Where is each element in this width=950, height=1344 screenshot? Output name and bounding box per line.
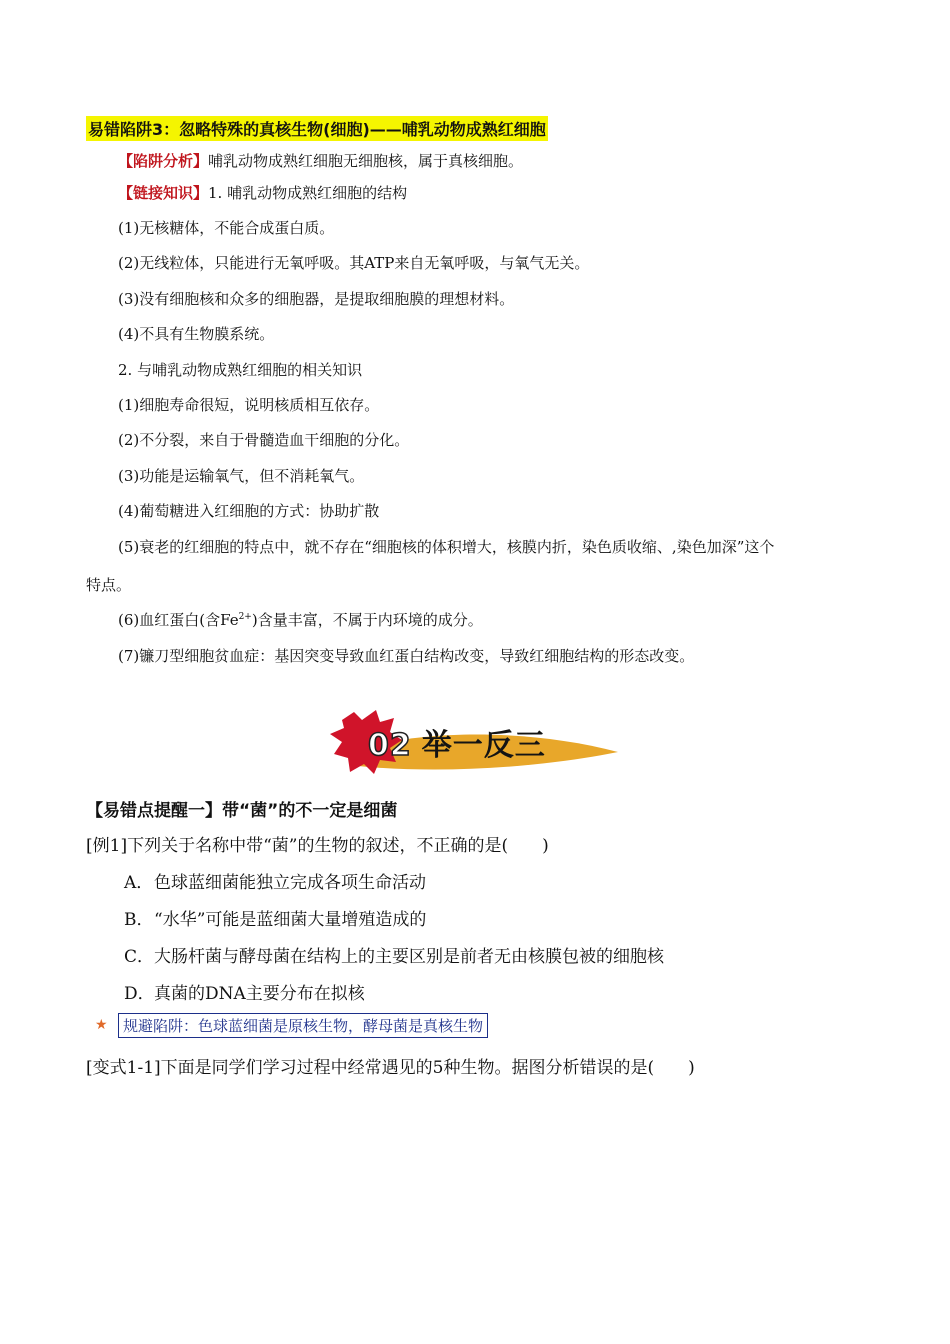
option-text: “水华”可能是蓝细菌大量增殖造成的 bbox=[154, 910, 427, 930]
related-title: 2. 与哺乳动物成熟红细胞的相关知识 bbox=[118, 361, 363, 379]
example-question: [例1]下列关于名称中带“菌”的生物的叙述，不正确的是( ) bbox=[86, 836, 549, 856]
link-label: 【链接知识】 bbox=[118, 184, 209, 202]
item6-sup: 2+ bbox=[238, 612, 252, 622]
option-text: 真菌的DNA主要分布在拟核 bbox=[154, 984, 365, 1004]
option-text: 大肠杆菌与酵母菌在结构上的主要区别是前者无由核膜包被的细胞核 bbox=[154, 947, 664, 967]
trap-tip-box: 规避陷阱：色球蓝细菌是原核生物，酵母菌是真核生物 bbox=[118, 1013, 488, 1038]
item6-pre: (6)血红蛋白(含Fe bbox=[118, 611, 239, 629]
option-text: 色球蓝细菌能独立完成各项生命活动 bbox=[154, 873, 426, 893]
analysis-label: 【陷阱分析】 bbox=[118, 152, 209, 170]
banner-title: 举一反三 bbox=[421, 728, 546, 763]
related-item: (5)衰老的红细胞的特点中，就不存在“细胞核的体积增大，核膜内折，染色质收缩、,染色加深”这个 bbox=[118, 538, 775, 556]
structure-item: (4)不具有生物膜系统。 bbox=[118, 325, 275, 343]
star-icon: ★ bbox=[95, 1017, 108, 1033]
option-a bbox=[124, 868, 426, 893]
structure-item: (2)无线粒体，只能进行无氧呼吸。其ATP来自无氧呼吸，与氧气无关。 bbox=[118, 254, 590, 272]
related-item: (1)细胞寿命很短，说明核质相互依存。 bbox=[118, 396, 380, 414]
section-title: 【易错点提醒一】带“菌”的不一定是细菌 bbox=[86, 801, 398, 821]
variant-question: [变式1-1]下面是同学们学习过程中经常遇见的5种生物。据图分析错误的是( ) bbox=[86, 1058, 695, 1078]
related-item-6 bbox=[118, 609, 483, 630]
related-item: (4)葡萄糖进入红细胞的方式：协助扩散 bbox=[118, 502, 380, 520]
section-banner bbox=[368, 720, 546, 764]
option-b bbox=[124, 905, 426, 930]
link-text: 1. 哺乳动物成熟红细胞的结构 bbox=[208, 184, 408, 202]
structure-item: (1)无核糖体，不能合成蛋白质。 bbox=[118, 219, 335, 237]
option-d bbox=[124, 979, 365, 1004]
trap-heading: 易错陷阱3：忽略特殊的真核生物(细胞)——哺乳动物成熟红细胞 bbox=[86, 116, 548, 141]
trap-analysis bbox=[118, 150, 523, 171]
related-item: (3)功能是运输氧气，但不消耗氧气。 bbox=[118, 467, 365, 485]
option-letter: A． bbox=[124, 873, 154, 893]
link-knowledge bbox=[118, 182, 407, 203]
related-item-cont: 特点。 bbox=[86, 576, 132, 594]
option-letter: C． bbox=[124, 947, 155, 967]
option-letter: D． bbox=[124, 984, 155, 1004]
related-item: (2)不分裂，来自于骨髓造血干细胞的分化。 bbox=[118, 431, 410, 449]
structure-item: (3)没有细胞核和众多的细胞器，是提取细胞膜的理想材料。 bbox=[118, 290, 515, 308]
item6-post: )含量丰富，不属于内环境的成分。 bbox=[251, 611, 483, 629]
banner-number: 02 bbox=[368, 728, 412, 763]
related-item-7: (7)镰刀型细胞贫血症：基因突变导致血红蛋白结构改变，导致红细胞结构的形态改变。 bbox=[118, 647, 695, 665]
option-c bbox=[124, 942, 664, 967]
analysis-text: 哺乳动物成熟红细胞无细胞核，属于真核细胞。 bbox=[208, 152, 524, 170]
option-letter: B． bbox=[124, 910, 154, 930]
